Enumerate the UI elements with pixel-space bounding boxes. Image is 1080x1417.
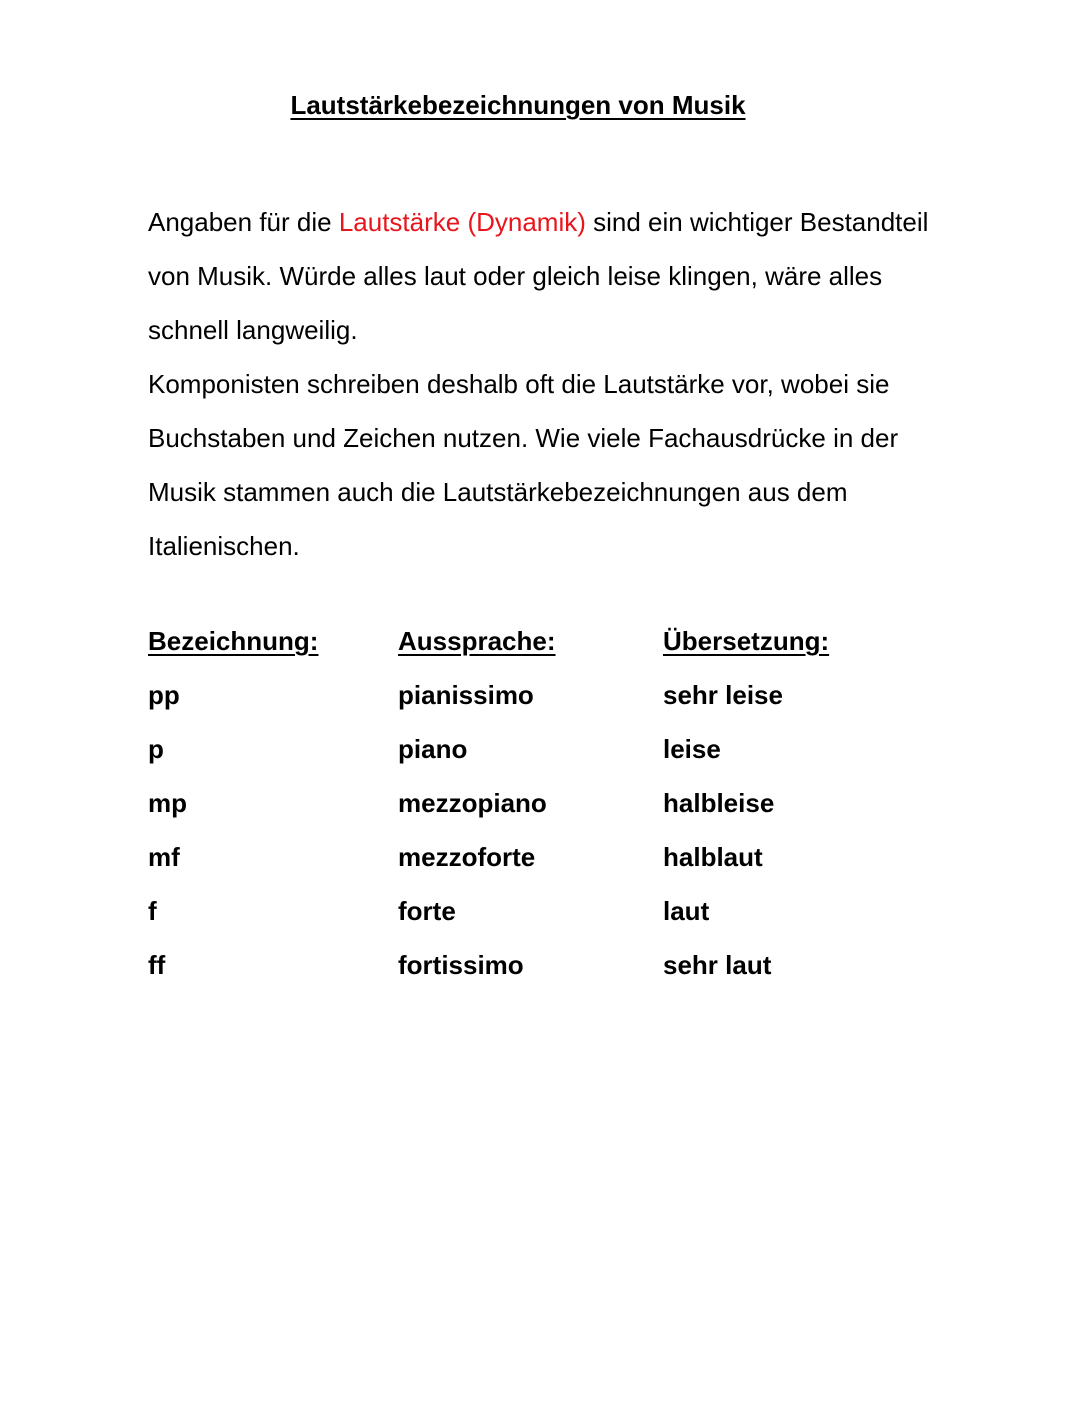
header-aussprache: Aussprache: [398,626,556,656]
cell-bezeichnung: ff [148,950,166,980]
cell-uebersetzung: sehr laut [663,950,772,980]
cell-aussprache: piano [398,734,468,764]
cell-uebersetzung: halbleise [663,788,775,818]
document-title: Lautstärkebezeichnungen von Musik [290,90,746,120]
cell-aussprache: forte [398,896,456,926]
cell-aussprache: pianissimo [398,680,534,710]
cell-aussprache: mezzoforte [398,842,536,872]
table-row [148,896,948,950]
cell-uebersetzung: leise [663,734,721,764]
intro-text-after: sind ein wichtiger Bestandteil von Musik. Würde alles laut oder gleich leise klingen, wäre alles schnell langweilig. [148,207,929,345]
header-uebersetzung: Übersetzung: [663,626,830,656]
table-row [148,680,948,734]
cell-aussprache: fortissimo [398,950,524,980]
header-bezeichnung: Bezeichnung: [148,626,319,656]
table-row [148,842,948,896]
cell-bezeichnung: pp [148,680,180,710]
cell-bezeichnung: mp [148,788,187,818]
table-row [148,950,948,1004]
intro-paragraph-2: Komponisten schreiben deshalb oft die Lautstärke vor, wobei sie Buchstaben und Zeichen nutzen. Wie viele Fachausdrücke in der Musik stammen auch die Lautstärkebezeichnungen aus dem Italienischen. [148,369,899,561]
dynamics-table [148,626,948,1004]
cell-aussprache: mezzopiano [398,788,547,818]
intro-paragraph-1 [148,195,948,357]
intro-text-before: Angaben für die [148,207,339,237]
cell-bezeichnung: mf [148,842,180,872]
cell-bezeichnung: f [148,896,157,926]
cell-uebersetzung: laut [663,896,710,926]
table-row [148,734,948,788]
highlight-term: Lautstärke (Dynamik) [338,207,586,237]
table-row [148,788,948,842]
cell-bezeichnung: p [148,734,164,764]
cell-uebersetzung: halblaut [663,842,763,872]
intro-text [148,195,948,573]
cell-uebersetzung: sehr leise [663,680,783,710]
table-header-row [148,626,948,680]
